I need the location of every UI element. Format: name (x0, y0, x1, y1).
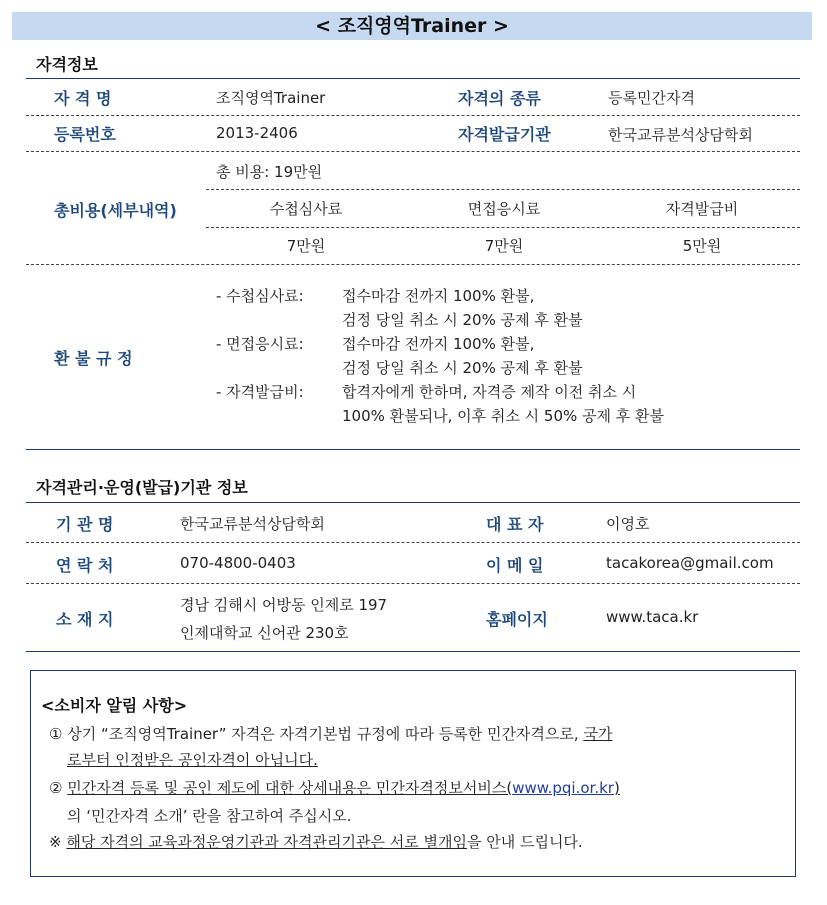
cost-value-1: 7만원 (286, 237, 326, 255)
cost-header-1: 수첩심사료 (269, 200, 343, 218)
notice-text-2a: 민간자격 등록 및 공인 제도에 대한 상세내용은 민간자격정보서비스( (67, 779, 513, 797)
cost-sub-divider (206, 189, 800, 190)
qual-name-value: 조직영역Trainer (216, 89, 326, 107)
qual-type-label: 자격의 종류 (458, 89, 541, 108)
refund-text-2a: 접수마감 전까지 100% 환불, (342, 335, 535, 353)
refund-text-3a: 합격자에게 한하며, 자격증 제작 이전 취소 시 (342, 383, 637, 401)
rep-label: 대 표 자 (486, 515, 544, 534)
refund-key-2: - 면접응시료: (216, 335, 304, 353)
cost-label: 총비용(세부내역) (54, 201, 177, 220)
homepage-label: 홈페이지 (486, 610, 548, 629)
issuer-label: 자격발급기관 (458, 125, 551, 144)
org-bottom-divider (26, 651, 800, 652)
row-divider (26, 151, 800, 152)
consumer-notice-box (30, 670, 796, 877)
page-title: < 조직영역Trainer > (12, 12, 812, 40)
reg-number-value: 2013-2406 (216, 124, 298, 142)
notice-item-3 (49, 831, 583, 852)
notice-mark-3: ※ (49, 833, 62, 851)
org-name-label: 기 관 명 (56, 515, 114, 534)
qual-bottom-divider (26, 449, 800, 450)
notice-text-3a: 해당 자격의 교육과정운영기관과 자격관리기관은 서로 별개임 (66, 833, 467, 851)
refund-key-3: - 자격발급비: (216, 383, 304, 401)
contact-label: 연 락 처 (56, 556, 114, 575)
reg-number-label: 등록번호 (54, 125, 116, 144)
email-value[interactable]: tacakorea@gmail.com (606, 554, 774, 572)
refund-text-3b: 100% 환불되나, 이후 취소 시 50% 공제 후 환불 (342, 407, 664, 425)
org-section-heading: 자격관리·운영(발급)기관 정보 (36, 478, 248, 497)
qual-name-label: 자 격 명 (54, 89, 112, 108)
refund-text-1a: 접수마감 전까지 100% 환불, (342, 287, 535, 305)
refund-text-2b: 검정 당일 취소 시 20% 공제 후 환불 (342, 359, 583, 377)
address-line-1: 경남 김해시 어방동 인제로 197 (180, 596, 388, 614)
pqi-link[interactable]: www.pqi.or.kr (512, 779, 614, 797)
address-line-2: 인제대학교 신어관 230호 (180, 624, 349, 642)
cost-value-3: 5만원 (682, 237, 722, 255)
notice-title: <소비자 알림 사항> (41, 696, 188, 715)
row-divider (26, 115, 800, 116)
homepage-value[interactable]: www.taca.kr (606, 608, 699, 626)
cost-value-2: 7만원 (484, 237, 524, 255)
row-divider (26, 264, 800, 265)
refund-rules (216, 284, 664, 428)
notice-mark-1: ① (49, 725, 63, 743)
cost-header-2: 면접응시료 (467, 200, 541, 218)
refund-key-1: - 수첩심사료: (216, 287, 304, 305)
notice-text-2b: ) (613, 779, 620, 797)
notice-text-3b: 을 안내 드립니다. (466, 833, 583, 851)
notice-item-2 (49, 777, 620, 798)
refund-label: 환 불 규 정 (54, 349, 133, 368)
cost-total: 총 비용: 19만원 (216, 163, 323, 181)
rep-value: 이영호 (606, 515, 650, 533)
contact-value: 070-4800-0403 (180, 554, 296, 572)
issuer-value: 한국교류분석상담학회 (608, 126, 753, 144)
email-label: 이 메 일 (486, 556, 544, 575)
notice-text-1c: 로부터 인정받은 공인자격이 아닙니다. (67, 751, 318, 769)
qual-top-divider (26, 78, 800, 79)
cost-header-3: 자격발급비 (665, 200, 739, 218)
row-divider (26, 542, 800, 543)
notice-text-1b: 국가 (583, 725, 613, 743)
cost-sub-divider (206, 227, 800, 228)
org-top-divider (26, 502, 800, 503)
notice-text-1a: 상기 “조직영역Trainer” 자격은 자격기본법 규정에 따라 등록한 민간자격으로, (67, 725, 579, 743)
notice-item-1 (49, 723, 612, 744)
address-label: 소 재 지 (56, 610, 114, 629)
org-name-value: 한국교류분석상담학회 (180, 515, 325, 533)
qual-type-value: 등록민간자격 (608, 89, 695, 107)
notice-text-2c: 의 ‘민간자격 소개’ 란을 참고하여 주십시오. (67, 807, 352, 825)
notice-mark-2: ② (49, 779, 63, 797)
row-divider (26, 583, 800, 584)
refund-text-1b: 검정 당일 취소 시 20% 공제 후 환불 (342, 311, 583, 329)
qual-section-heading: 자격정보 (36, 55, 98, 74)
